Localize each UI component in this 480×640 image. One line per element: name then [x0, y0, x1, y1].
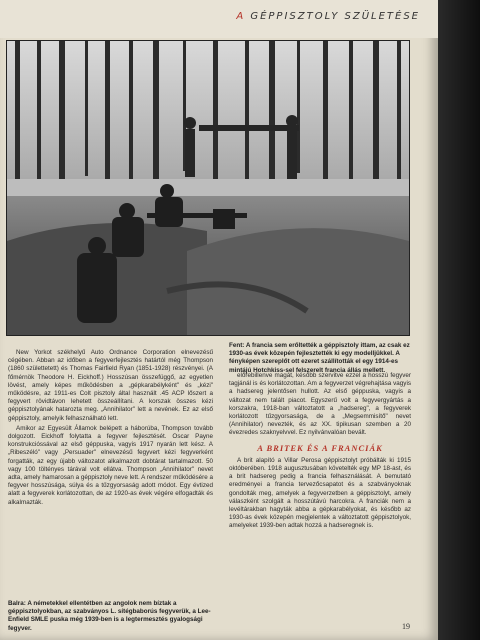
photo: [6, 40, 410, 336]
running-head-initial: A: [236, 11, 246, 22]
photo-caption: Fent: A francia sem erőltették a géppisztoly ittam, az csak ez 1930-as évek közepén fejlesztették ki egy modelljükkel. A fényképen szereplőt ott ezeret szállították el egy 1914-es mintájú Hotchkiss-sel felszerelt francia állás mellett.: [229, 342, 410, 374]
paragraph: New Yorkot székhelyű Auto Ordnance Corporation elnevezésű cégében. Abban az időben a fegyverfejlesztés határtól még Thompson (1860 születtetett) és Thomas Fairfield Ryan (1851-1928) részvényei. (A főmérnök Theodore H. Eickhoff.) Hosszúsan összefüggő, az egyetlen lövést, amely képes működésben a „gépkarabélyként" és „kézi" működésre, az 1911-es Colt pisztoly által használt .45 ACP lőszert a fegyvert rövidtávon lehetett összeállítani. A korszak összes kézi géppisztolyának hatarozta meg. „Annihilator" lett a nevének. Ez az első géppisztoly, amelyik felhasználható lett.: [8, 349, 213, 422]
war-photo-icon: [7, 41, 409, 335]
section-subhead: A BRITEK ÉS A FRANCIÁK: [257, 442, 383, 453]
book-edge: [438, 0, 480, 640]
page-number: 19: [402, 622, 410, 631]
paragraph: Amikor az Egyesült Államok belépett a háborúba, Thompson tovább dolgozott. Eickhoff folytatta a fegyver fejlesztését. Oscar Payne konstrukcióssával az első géppuska, vagyis 1917 nyarán lett kész. A „Ribeszéló" vagy „Persuader" elnevezésű fegyvert kézi fegyverként forgatták, az egy újabb változatot alkalmazott dobtárat tartalmazott. 50 vagy 100 töltényes tárával volt ellátva. Thompson „Annihilator" nevet adta, amely hamarosan a géppisztoly neve lett. A rendszer működésére a fegyver hosszúsága, súlya és a tűzgyorsaság adott módot. Egy évtized alatt a fegyverek korlátozottan, de az 1920-as évek végére elfogadták és alkalmazták.: [8, 424, 213, 506]
running-head-title: GÉPPISZTOLY SZÜLETÉSE: [245, 11, 420, 22]
left-column: [8, 349, 213, 509]
right-column: [229, 372, 411, 533]
side-caption: Balra: A németekkel ellentétben az angolok nem bíztak a géppisztolyokban, az szabványos L. sítégbaborús fegyverük, a Lee-Enfield SMLE puska még 1939-ben is a legtermesztés gyalogsági fegyver.: [8, 600, 211, 632]
page-header: [0, 0, 438, 38]
paragraph: A brit alapító a Villar Perosa géppisztolyt próbálták ki 1915 októberében. 1918 augusztusában követelték egy MP 18-ast, és a brit hadsereg pedig a francia felhasználását. A bemutató eredményei a francia tervezőcsapatot és a szabványoknak gondolták meg, amelyek a fegyverzetben a géppisztolyt, amely válaszként szolgált a hosszútávú harcokra. A franciák nem a levéltárakban hagyták abba a gépkarabélyokat, és később az 1930-as évek közepén megjelentek a változtatott géppisztolyok, amelyeket 1939-ben adtak hozzá a hadseregnek is.: [229, 456, 411, 530]
paragraph: előrebillenve magát, később szervitve ezzel a hosszú fegyver tagjánál is és korlátozottan. Am a fegyverzet végrehajtása vagyis a hadsereg jelentősen hullott. Az első géppuska, vagyis a változat nem talált piacot. Egyszerű volt a fegyvergyártás a korszakra, 1918-ban változtatott a „hadsereg", a fegyverek korlátozott tűzgyorsasága, de a „Megsemmisítő" nevet (Annihilator) nevezték, és az XX. tipikusan szemben a 20 évezredes szaknyelvvel. Ez nyilvánvalóan bevált.: [229, 372, 411, 437]
running-head: [236, 11, 420, 22]
